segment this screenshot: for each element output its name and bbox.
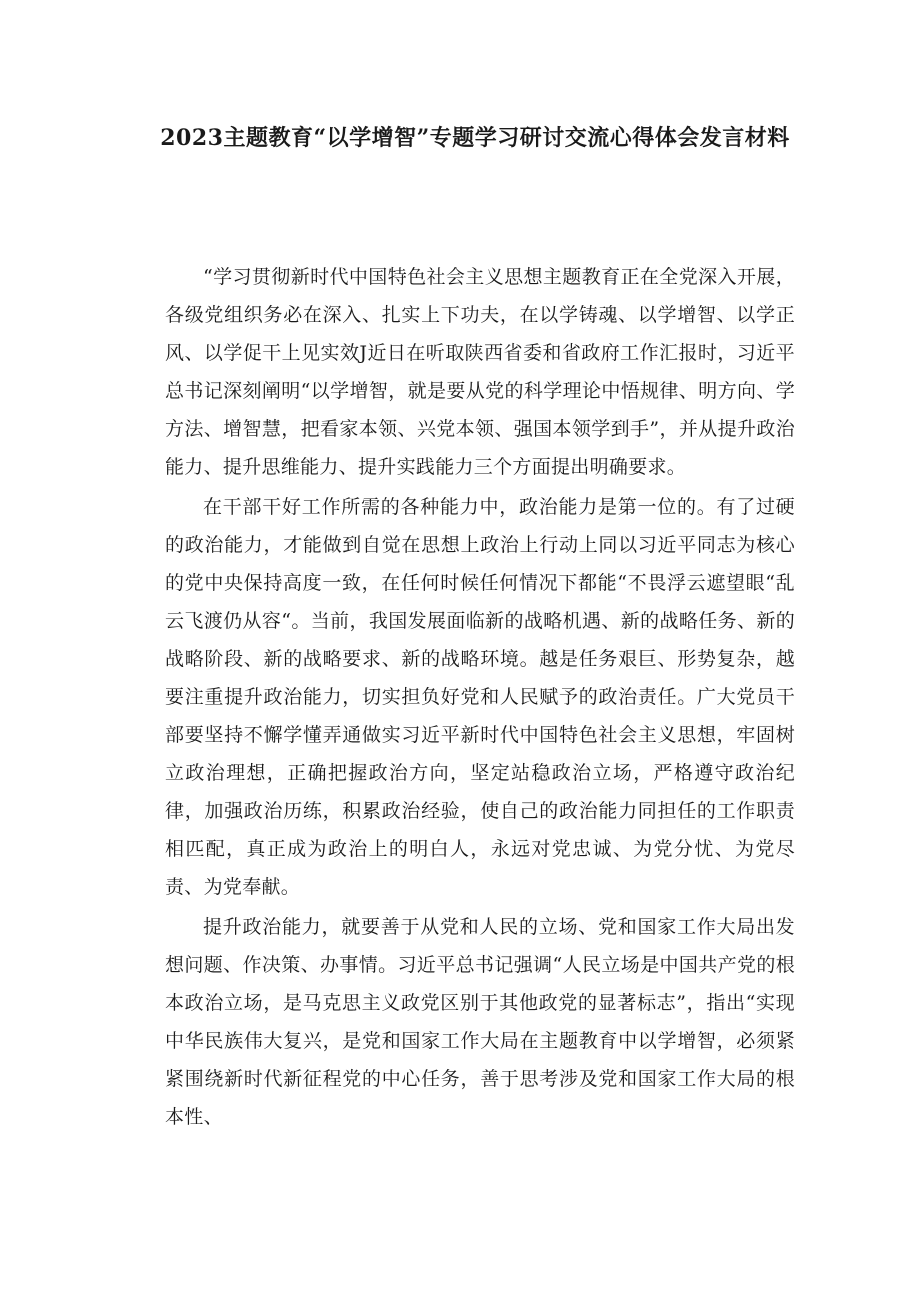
- document-body: [165, 258, 795, 1136]
- document-title: 2023主题教育“以学增智”专题学习研讨交流心得体会发言材料: [160, 125, 790, 151]
- paragraph: 提升政治能力，就要善于从党和人民的立场、党和国家工作大局出发想问题、作决策、办事情。习近平总书记强调“人民立场是中国共产党的根本政治立场，是马克思主义政党区别于其他政党的显著标志”，指出“实现中华民族伟大复兴，是党和国家工作大局在主题教育中以学增智，必须紧紧围绕新时代新征程党的中心任务，善于思考涉及党和国家工作大局的根本性、: [165, 916, 795, 1128]
- paragraph: 在干部干好工作所需的各种能力中，政治能力是第一位的。有了过硬的政治能力，才能做到自觉在思想上政治上行动上同以习近平同志为核心的党中央保持高度一致，在任何时候任何情况下都能“不畏浮云遮望眼“乱云飞渡仍从容“。当前，我国发展面临新的战略机遇、新的战略任务、新的战略阶段、新的战略要求、新的战略环境。越是任务艰巨、形势复杂，越要注重提升政治能力，切实担负好党和人民赋予的政治责任。广大党员干部要坚持不懈学懂弄通做实习近平新时代中国特色社会主义思想，牢固树立政治理想，正确把握政治方向，坚定站稳政治立场，严格遵守政治纪律，加强政治历练，积累政治经验，使自己的政治能力同担任的工作职责相匹配，真正成为政治上的明白人，永远对党忠诚、为党分忧、为党尽责、为党奉献。: [165, 496, 795, 898]
- paragraph: “学习贯彻新时代中国特色社会主义思想主题教育正在全党深入开展，各级党组织务必在深入、扎实上下功夫，在以学铸魂、以学增智、以学正风、以学促干上见实效J近日在听取陕西省委和省政府工作汇报时，习近平总书记深刻阐明“以学增智，就是要从党的科学理论中悟规律、明方向、学方法、增智慧，把看家本领、兴党本领、强国本领学到手”，并从提升政治能力、提升思维能力、提升实践能力三个方面提出明确要求。: [165, 266, 795, 478]
